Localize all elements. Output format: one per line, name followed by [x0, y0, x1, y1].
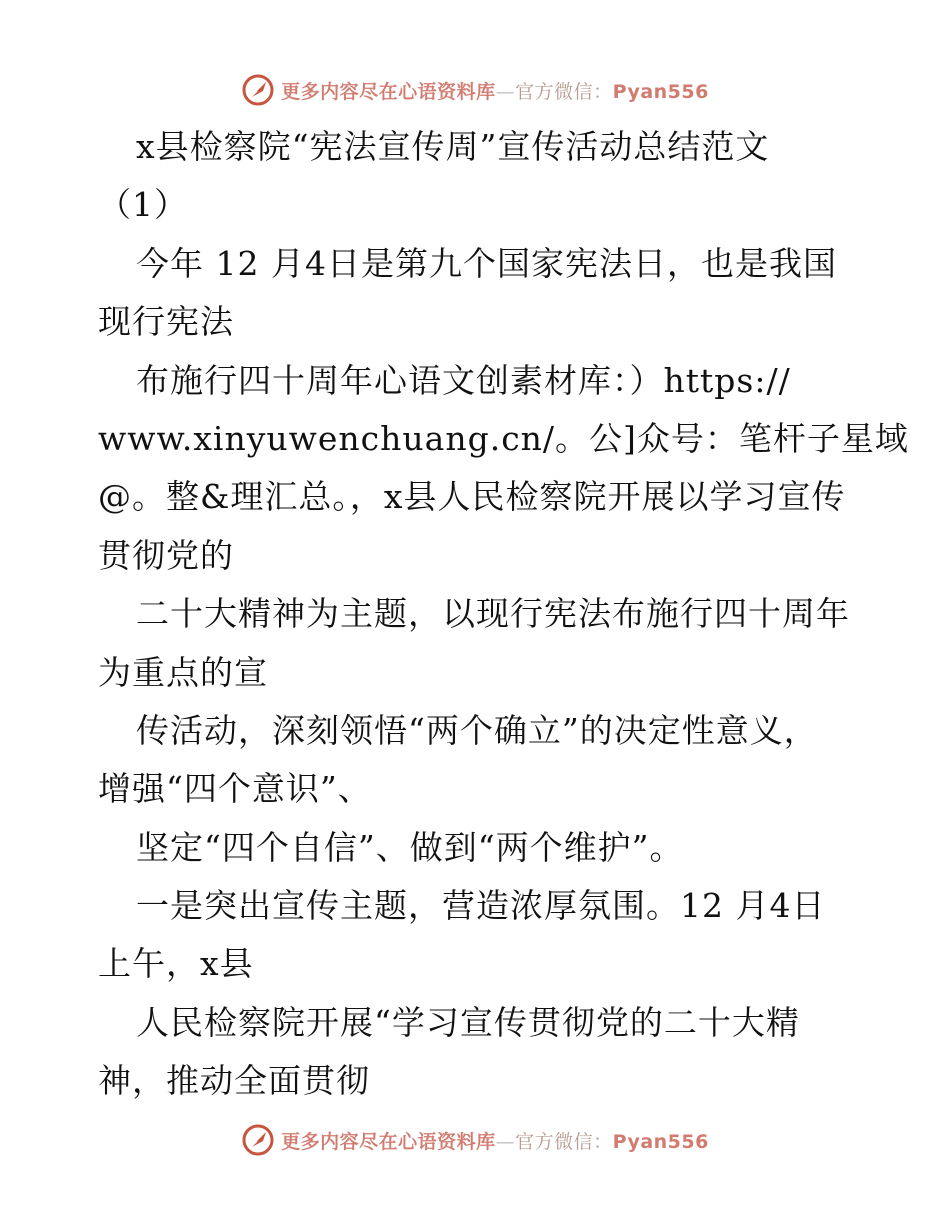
text-line: 为重点的宣: [98, 652, 268, 692]
text-line: @。整&理汇总。，x县人民检察院开展以学习宣传: [98, 477, 846, 517]
banner-text: [281, 1127, 709, 1154]
text-line: 人民检察院开展“学习宣传贯彻党的二十大精: [136, 1002, 800, 1042]
banner-account: Pyan556: [612, 1130, 709, 1153]
text-line: 布施行四十周年心语文创素材库：）https://: [136, 360, 791, 400]
document-body: [98, 118, 909, 1111]
banner-account: Pyan556: [612, 80, 709, 103]
banner-middle: 官方微信：: [515, 80, 613, 103]
text-line: 贯彻党的: [98, 535, 234, 575]
text-line: 一是突出宣传主题，营造浓厚氛围。12 月4日: [136, 886, 826, 926]
text-line: 今年 12 月4日是第九个国家宪法日，也是我国: [136, 243, 837, 283]
banner-text: [281, 77, 709, 104]
header-banner: [0, 70, 950, 110]
banner-middle: 官方微信：: [515, 1130, 613, 1153]
footer-banner: [0, 1120, 950, 1160]
text-line: 二十大精神为主题，以现行宪法布施行四十周年: [136, 594, 850, 634]
banner-lead: 更多内容尽在心语资料库: [281, 1130, 496, 1153]
text-line: 增强“四个意识”、: [98, 769, 372, 809]
banner-lead: 更多内容尽在心语资料库: [281, 80, 496, 103]
text-line: 神，推动全面贯彻: [98, 1061, 370, 1101]
text-line: 坚定“四个自信”、做到“两个维护”。: [136, 827, 684, 867]
banner-dash: —: [495, 1130, 516, 1153]
text-line: （1）: [98, 185, 188, 225]
banner-dash: —: [495, 80, 516, 103]
quill-logo-icon: [241, 1123, 275, 1157]
text-line: x县检察院“宪法宣传周”宣传活动总结范文: [136, 127, 770, 166]
text-line: www.xinyuwenchuang.cn/。公]众号：笔杆子星域: [98, 418, 909, 458]
text-line: 传活动，深刻领悟“两个确立”的决定性意义，: [136, 710, 818, 750]
text-line: 现行宪法: [98, 302, 234, 342]
text-line: 上午，x县: [98, 944, 254, 984]
quill-logo-icon: [241, 73, 275, 107]
